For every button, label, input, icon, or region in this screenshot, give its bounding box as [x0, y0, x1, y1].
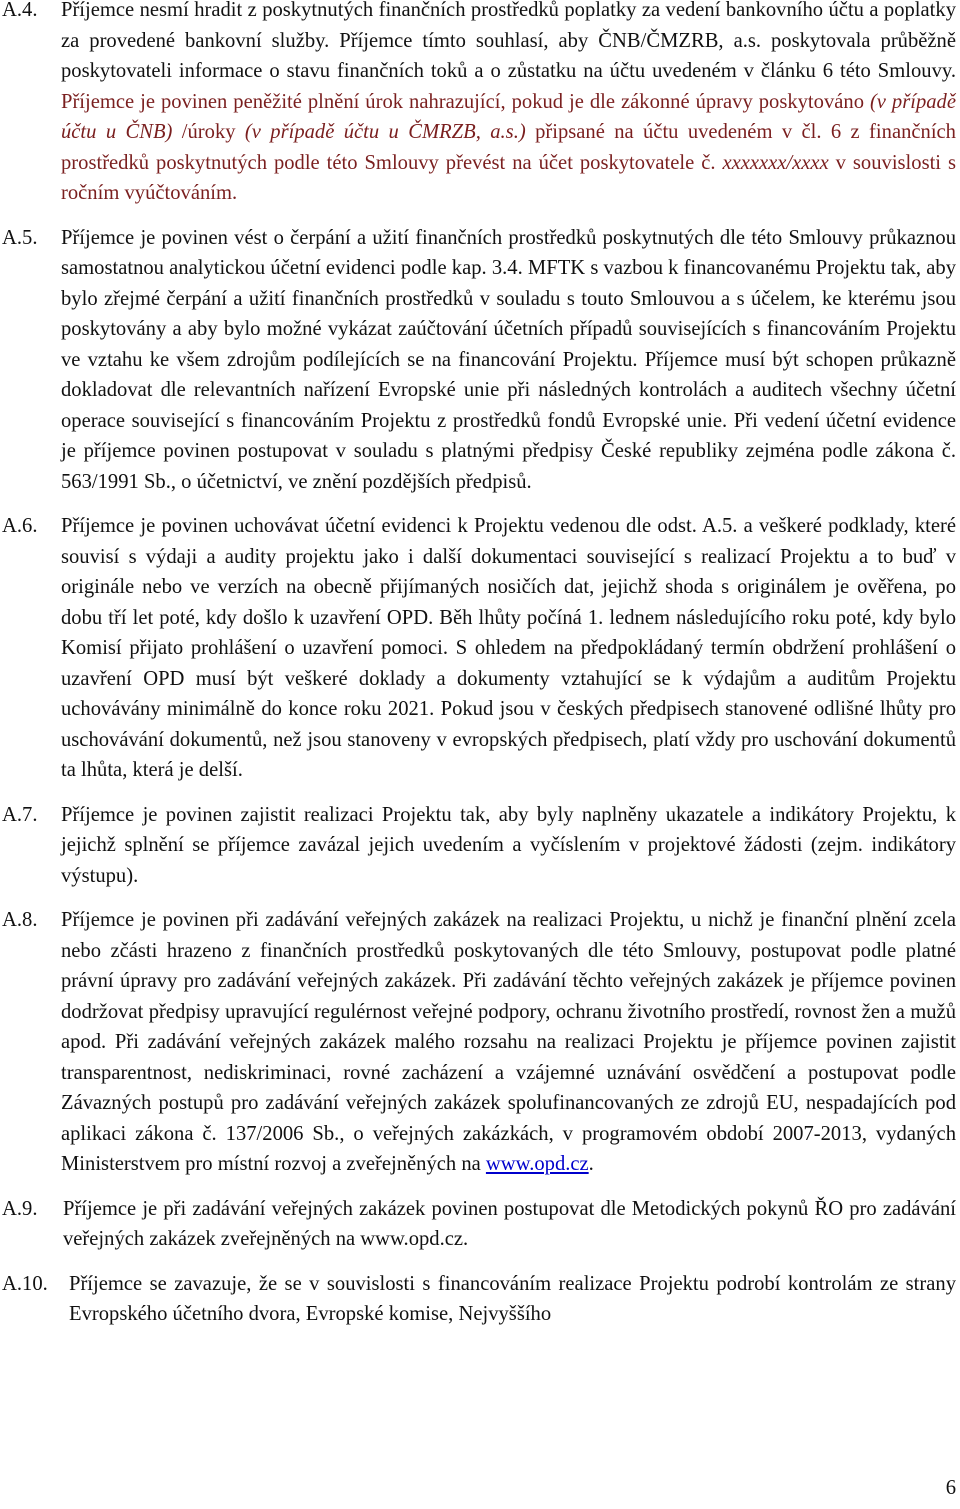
clause-a9 — [0, 1194, 960, 1255]
text-run: Příjemce je povinen zajistit realizaci Projektu tak, aby byly naplněny ukazatele a indikátory Projektu, k jejichž splnění se příjemce zavázal jejich uvedením a vyčíslením v projektové žádosti (zejm. indikátory výstupu). — [61, 803, 956, 887]
clause-text — [61, 800, 960, 892]
clause-number: A.9. — [2, 1197, 38, 1220]
clause-text — [63, 1194, 960, 1255]
text-run: Příjemce je povinen při zadávání veřejných zakázek na realizaci Projektu, u nichž je finanční plnění zcela nebo zčásti hrazeno z finančních prostředků poskytovaných dle této Smlouvy, postupovat podle platné právní úpravy pro zadávání veřejných zakázek. Při zadávání těchto veřejných zakázek je příjemce povinen dodržovat předpisy upravující regulérnost veřejné podpory, ochranu životního prostředí, rovnost žen a mužů apod. Při zadávání veřejných zakázek malého rozsahu na realizaci Projektu je příjemce povinen zajistit transparentnost, nediskriminaci, rovné zacházení a vzájemné uznávání osvědčení a postupovat podle Závazných postupů pro zadávání veřejných zakázek spolufinancovaných ze zdrojů EU, nespadajících pod aplikaci zákona č. 137/2006 Sb., o veřejných zakázkách, v programovém období 2007-2013, vydaných Ministerstvem pro místní rozvoj a zveřejněných na — [61, 909, 956, 1175]
clause-a8 — [0, 905, 960, 1180]
clause-text — [61, 0, 960, 209]
clause-text — [69, 1269, 960, 1330]
clause-number: A.8. — [2, 909, 38, 931]
clause-a4 — [0, 0, 960, 209]
italic-run: xxxxxxx/xxxx — [722, 151, 829, 174]
text-run: Příjemce je při zadávání veřejných zakázek povinen postupovat dle Metodických pokynů ŘO pro zadávání veřejných zakázek zveřejněných na www.opd.cz. — [63, 1197, 956, 1250]
text-run: Příjemce je povinen uchovávat účetní evidenci k Projektu vedenou dle odst. A.5. a veškeré podklady, které souvisí s výdaji a audity projektu jako i další dokumentaci související s realizací Projektu a to buď v originále nebo ve verzích na obecně přijímaných nosičích dat, jejichž shoda s originálem je ověřena, po dobu tří let poté, kdy došlo k uzavření OPD. Běh lhůty počíná 1. lednem následujícího roku poté, kdy bylo Komisí přijato prohlášení o uzavření pomoci. S ohledem na předpokládaný termín obdržení prohlášení o uzavření OPD musí být veškeré doklady a dokumenty vztahující se k výdajům a auditům Projektu uchovávány minimálně do konce roku 2021. Pokud jsou v českých předpisech stanovené odlišné lhůty pro uschovávání dokumentů, než jsou stanoveny v evropských předpisech, platí vždy pro uschování dokumentů ta lhůta, která je delší. — [61, 515, 956, 781]
clause-number: A.10. — [2, 1272, 48, 1295]
opd-website-link[interactable]: www.opd.cz — [485, 1153, 589, 1175]
clause-a6 — [0, 511, 960, 786]
text-run: Příjemce se zavazuje, že se v souvislosti s financováním realizace Projektu podrobí kontrolám ze strany Evropského účetního dvora, Evropské komise, Nejvyššího — [69, 1272, 956, 1325]
text-run: Příjemce je povinen vést o čerpání a užití finančních prostředků poskytnutých dle této Smlouvy průkaznou samostatnou analytickou účetní evidenci podle kap. 3.4. MFTK s vazbou k financovanému Projektu tak, aby bylo zřejmé čerpání a užití finančních prostředků v souladu s touto Smlouvou a s účelem, ke kterému jsou poskytovány a aby bylo možné vykázat zaúčtování účetních případů souvisejících s financováním Projektu ve vztahu ke všem zdrojům podílejících se na financování Projektu. Příjemce musí být schopen průkazně dokladovat dle relevantních nařízení Evropské unie při následných kontrolách a auditech všechny účetní operace související s financováním Projektu z prostředků fondů Evropské unie. Při vedení účetní evidence je příjemce povinen postupovat v souladu s platnými předpisy České republiky zejména podle zákona č. 563/1991 Sb., o účetnictví, ve znění pozdějších předpisů. — [61, 226, 956, 493]
text-run: připsané na účtu uvedeném v čl. 6 z finančních prostředků poskytnutých podle této Smlouvy převést na účet poskytovatele č. — [61, 121, 956, 174]
clause-number: A.4. — [2, 0, 38, 21]
clause-text — [61, 905, 960, 1180]
clause-a7 — [0, 800, 960, 892]
italic-run: (v případě účtu u ČNB) — [61, 90, 956, 143]
text-run: Příjemce nesmí hradit z poskytnutých finančních prostředků poplatky za vedení bankovního účtu a poplatky za provedené bankovní služby. Příjemce tímto souhlasí, aby ČNB/ČMZRB, a.s. poskytovala průběžně poskytovateli informace o stavu finančních toků a o zůstatku na účtu uvedeném v článku 6 této Smlouvy. — [61, 0, 956, 82]
text-run: v souvislosti s ročním vyúčtováním. — [61, 151, 956, 204]
text-run: Příjemce je povinen peněžité plnění úrok nahrazující, pokud je dle zákonné úpravy poskytováno — [61, 90, 870, 113]
page-number: 6 — [945, 1477, 956, 1499]
text-run: . — [588, 1153, 594, 1175]
clause-number: A.5. — [2, 226, 38, 249]
clause-a10 — [0, 1269, 960, 1330]
clause-text — [61, 223, 960, 498]
clause-number: A.6. — [2, 515, 38, 537]
text-run: /úroky — [172, 121, 245, 143]
clause-a5 — [0, 223, 960, 498]
clause-text — [61, 511, 960, 786]
clause-number: A.7. — [2, 803, 38, 826]
italic-run: (v případě účtu u ČMRZB, a.s.) — [244, 121, 526, 143]
